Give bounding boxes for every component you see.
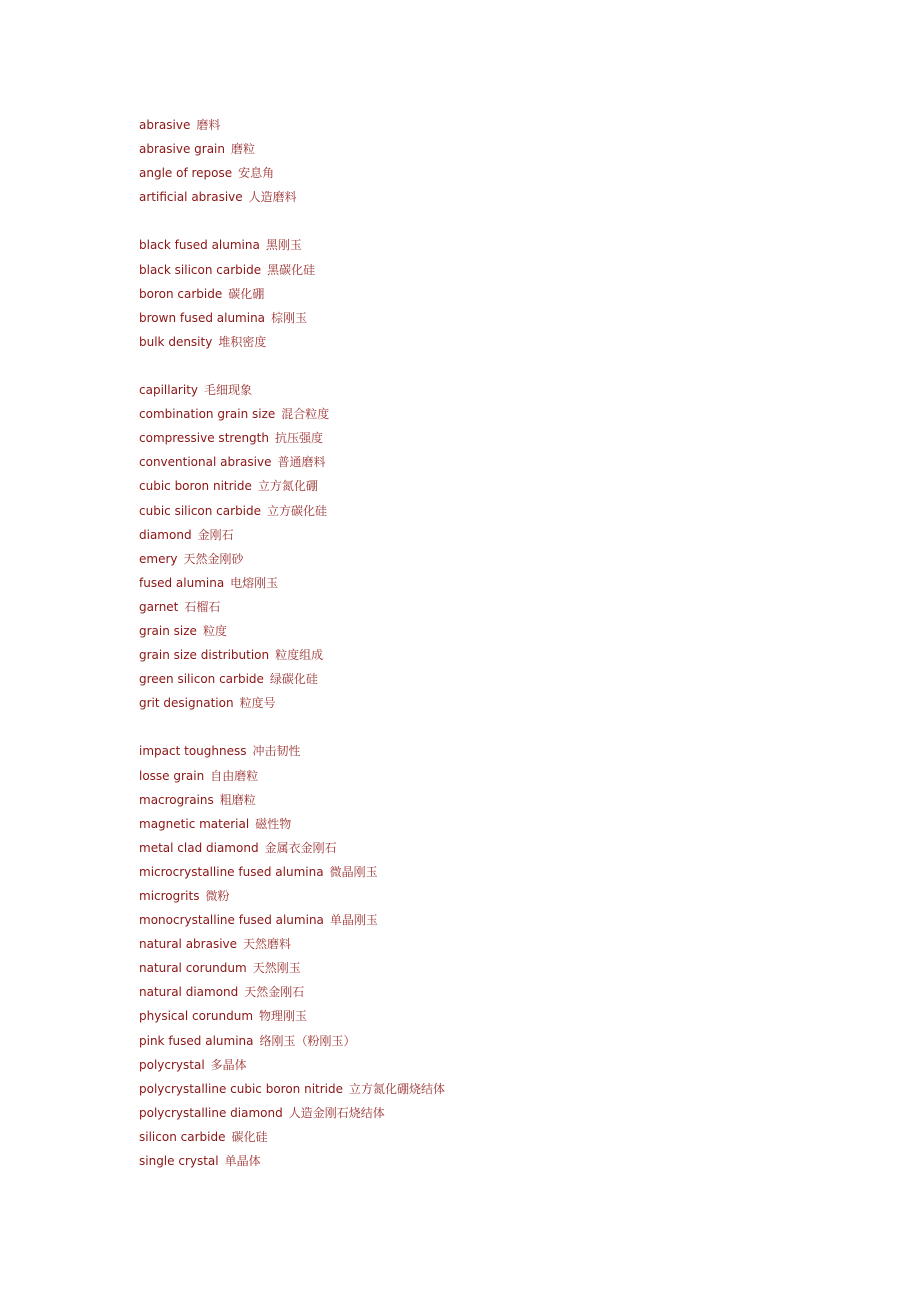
english-term: microgrits	[139, 889, 200, 903]
english-term: cubic boron nitride	[139, 479, 252, 494]
glossary-entry	[139, 691, 839, 715]
chinese-translation: 电熔刚玉	[230, 575, 279, 590]
english-term: black silicon carbide	[139, 262, 262, 277]
chinese-translation: 黑碳化硅	[267, 262, 316, 277]
english-term: artificial abrasive	[139, 190, 243, 205]
chinese-translation: 抗压强度	[274, 431, 323, 446]
chinese-translation: 立方氮化硼	[257, 479, 318, 494]
glossary-entry	[139, 643, 839, 667]
english-term: grain size	[139, 623, 197, 638]
chinese-translation: 磨粒	[231, 142, 256, 157]
chinese-translation: 冲击韧性	[252, 744, 301, 759]
glossary-entry	[139, 956, 839, 980]
glossary-entry	[139, 378, 839, 402]
english-term: silicon carbide	[139, 1129, 226, 1144]
english-term: diamond	[139, 527, 192, 542]
chinese-translation: 粒度	[202, 623, 227, 638]
english-term: garnet	[139, 599, 179, 614]
glossary-entry	[139, 860, 839, 884]
glossary-entry	[139, 1101, 839, 1125]
glossary-entry	[139, 1077, 839, 1101]
glossary-entry	[139, 595, 839, 619]
glossary-entry	[139, 113, 839, 137]
chinese-translation: 单晶刚玉	[329, 913, 378, 928]
chinese-translation: 碳化硅	[231, 1129, 268, 1144]
chinese-translation: 微粉	[205, 889, 230, 903]
chinese-translation: 天然金刚砂	[183, 551, 244, 566]
glossary-entry	[139, 282, 839, 306]
english-term: brown fused alumina	[139, 310, 266, 325]
english-term: single crystal	[139, 1154, 219, 1169]
glossary-entry	[139, 258, 839, 282]
english-term: emery	[139, 551, 178, 566]
english-term: green silicon carbide	[139, 672, 264, 687]
glossary-entry	[139, 330, 839, 354]
glossary-entry	[139, 1149, 839, 1173]
chinese-translation: 绿碳化硅	[269, 672, 318, 687]
glossary-entry	[139, 739, 839, 763]
glossary-entry	[139, 306, 839, 330]
glossary-entry	[139, 547, 839, 571]
chinese-translation: 天然金刚石	[244, 985, 305, 1000]
glossary-entry	[139, 450, 839, 474]
chinese-translation: 天然刚玉	[252, 961, 301, 976]
english-term: boron carbide	[139, 286, 223, 301]
glossary-entry	[139, 788, 839, 812]
english-term: monocrystalline fused alumina	[139, 913, 324, 928]
chinese-translation: 磨料	[196, 118, 221, 132]
glossary-entry	[139, 932, 839, 956]
chinese-translation: 单晶体	[224, 1154, 261, 1169]
glossary-entry	[139, 1125, 839, 1149]
english-term: polycrystalline cubic boron nitride	[139, 1081, 344, 1096]
glossary-entry	[139, 426, 839, 450]
english-term: abrasive grain	[139, 142, 225, 157]
chinese-translation: 立方氮化硼烧结体	[349, 1081, 446, 1096]
english-term: abrasive	[139, 118, 191, 132]
english-term: losse grain	[139, 768, 205, 783]
english-term: magnetic material	[139, 816, 250, 831]
english-term: fused alumina	[139, 575, 225, 590]
english-term: black fused alumina	[139, 238, 260, 253]
chinese-translation: 立方碳化硅	[267, 503, 328, 518]
glossary-entry	[139, 1053, 839, 1077]
english-term: natural diamond	[139, 985, 239, 1000]
english-term: polycrystalline diamond	[139, 1105, 283, 1120]
chinese-translation: 堆积密度	[218, 334, 267, 349]
chinese-translation: 多晶体	[210, 1057, 247, 1072]
english-term: natural corundum	[139, 961, 247, 976]
chinese-translation: 普通磨料	[277, 455, 326, 470]
english-term: compressive strength	[139, 431, 269, 446]
glossary-entry	[139, 161, 839, 185]
english-term: metal clad diamond	[139, 840, 259, 855]
english-term: combination grain size	[139, 407, 276, 422]
glossary-entry	[139, 908, 839, 932]
glossary-entry	[139, 499, 839, 523]
chinese-translation: 金刚石	[197, 527, 234, 542]
english-term: grain size distribution	[139, 648, 270, 663]
glossary-entry	[139, 1004, 839, 1028]
chinese-translation: 碳化硼	[228, 286, 265, 301]
english-term: capillarity	[139, 383, 198, 398]
english-term: angle of repose	[139, 166, 233, 181]
english-term: natural abrasive	[139, 937, 238, 952]
glossary-entry	[139, 667, 839, 691]
glossary-entry	[139, 137, 839, 161]
english-term: macrograins	[139, 792, 214, 807]
chinese-translation: 络刚玉（粉刚玉）	[259, 1033, 356, 1048]
chinese-translation: 自由磨粒	[210, 768, 259, 783]
english-term: grit designation	[139, 696, 234, 711]
glossary-entry	[139, 836, 839, 860]
chinese-translation: 安息角	[238, 166, 275, 181]
chinese-translation: 黑刚玉	[265, 238, 302, 253]
chinese-translation: 天然磨料	[243, 937, 292, 952]
chinese-translation: 磁性物	[255, 816, 292, 831]
chinese-translation: 石榴石	[184, 599, 221, 614]
glossary-entry	[139, 474, 839, 498]
english-term: bulk density	[139, 334, 213, 349]
chinese-translation: 粒度组成	[275, 648, 324, 663]
chinese-translation: 微晶刚玉	[329, 864, 378, 879]
group-separator	[139, 209, 839, 233]
chinese-translation: 粗磨粒	[219, 792, 256, 807]
glossary-entry	[139, 402, 839, 426]
chinese-translation: 人造金刚石烧结体	[288, 1105, 385, 1120]
chinese-translation: 金属衣金刚石	[264, 840, 337, 855]
chinese-translation: 物理刚玉	[259, 1009, 308, 1024]
glossary-entry	[139, 812, 839, 836]
english-term: pink fused alumina	[139, 1033, 254, 1048]
glossary-entry	[139, 1029, 839, 1053]
glossary-entry	[139, 764, 839, 788]
english-term: cubic silicon carbide	[139, 503, 262, 518]
chinese-translation: 人造磨料	[248, 190, 297, 205]
chinese-translation: 棕刚玉	[271, 310, 308, 325]
glossary-entry	[139, 185, 839, 209]
glossary-entry	[139, 980, 839, 1004]
english-term: polycrystal	[139, 1057, 205, 1072]
glossary-entry	[139, 571, 839, 595]
group-separator	[139, 354, 839, 378]
glossary-entry	[139, 233, 839, 257]
glossary-entry	[139, 523, 839, 547]
group-separator	[139, 715, 839, 739]
chinese-translation: 毛细现象	[204, 383, 253, 398]
glossary-entry	[139, 884, 839, 908]
chinese-translation: 粒度号	[239, 696, 276, 711]
glossary-document	[139, 113, 839, 1173]
english-term: conventional abrasive	[139, 455, 272, 470]
english-term: physical corundum	[139, 1009, 254, 1024]
english-term: microcrystalline fused alumina	[139, 864, 324, 879]
glossary-entry	[139, 619, 839, 643]
chinese-translation: 混合粒度	[281, 407, 330, 422]
english-term: impact toughness	[139, 744, 247, 759]
